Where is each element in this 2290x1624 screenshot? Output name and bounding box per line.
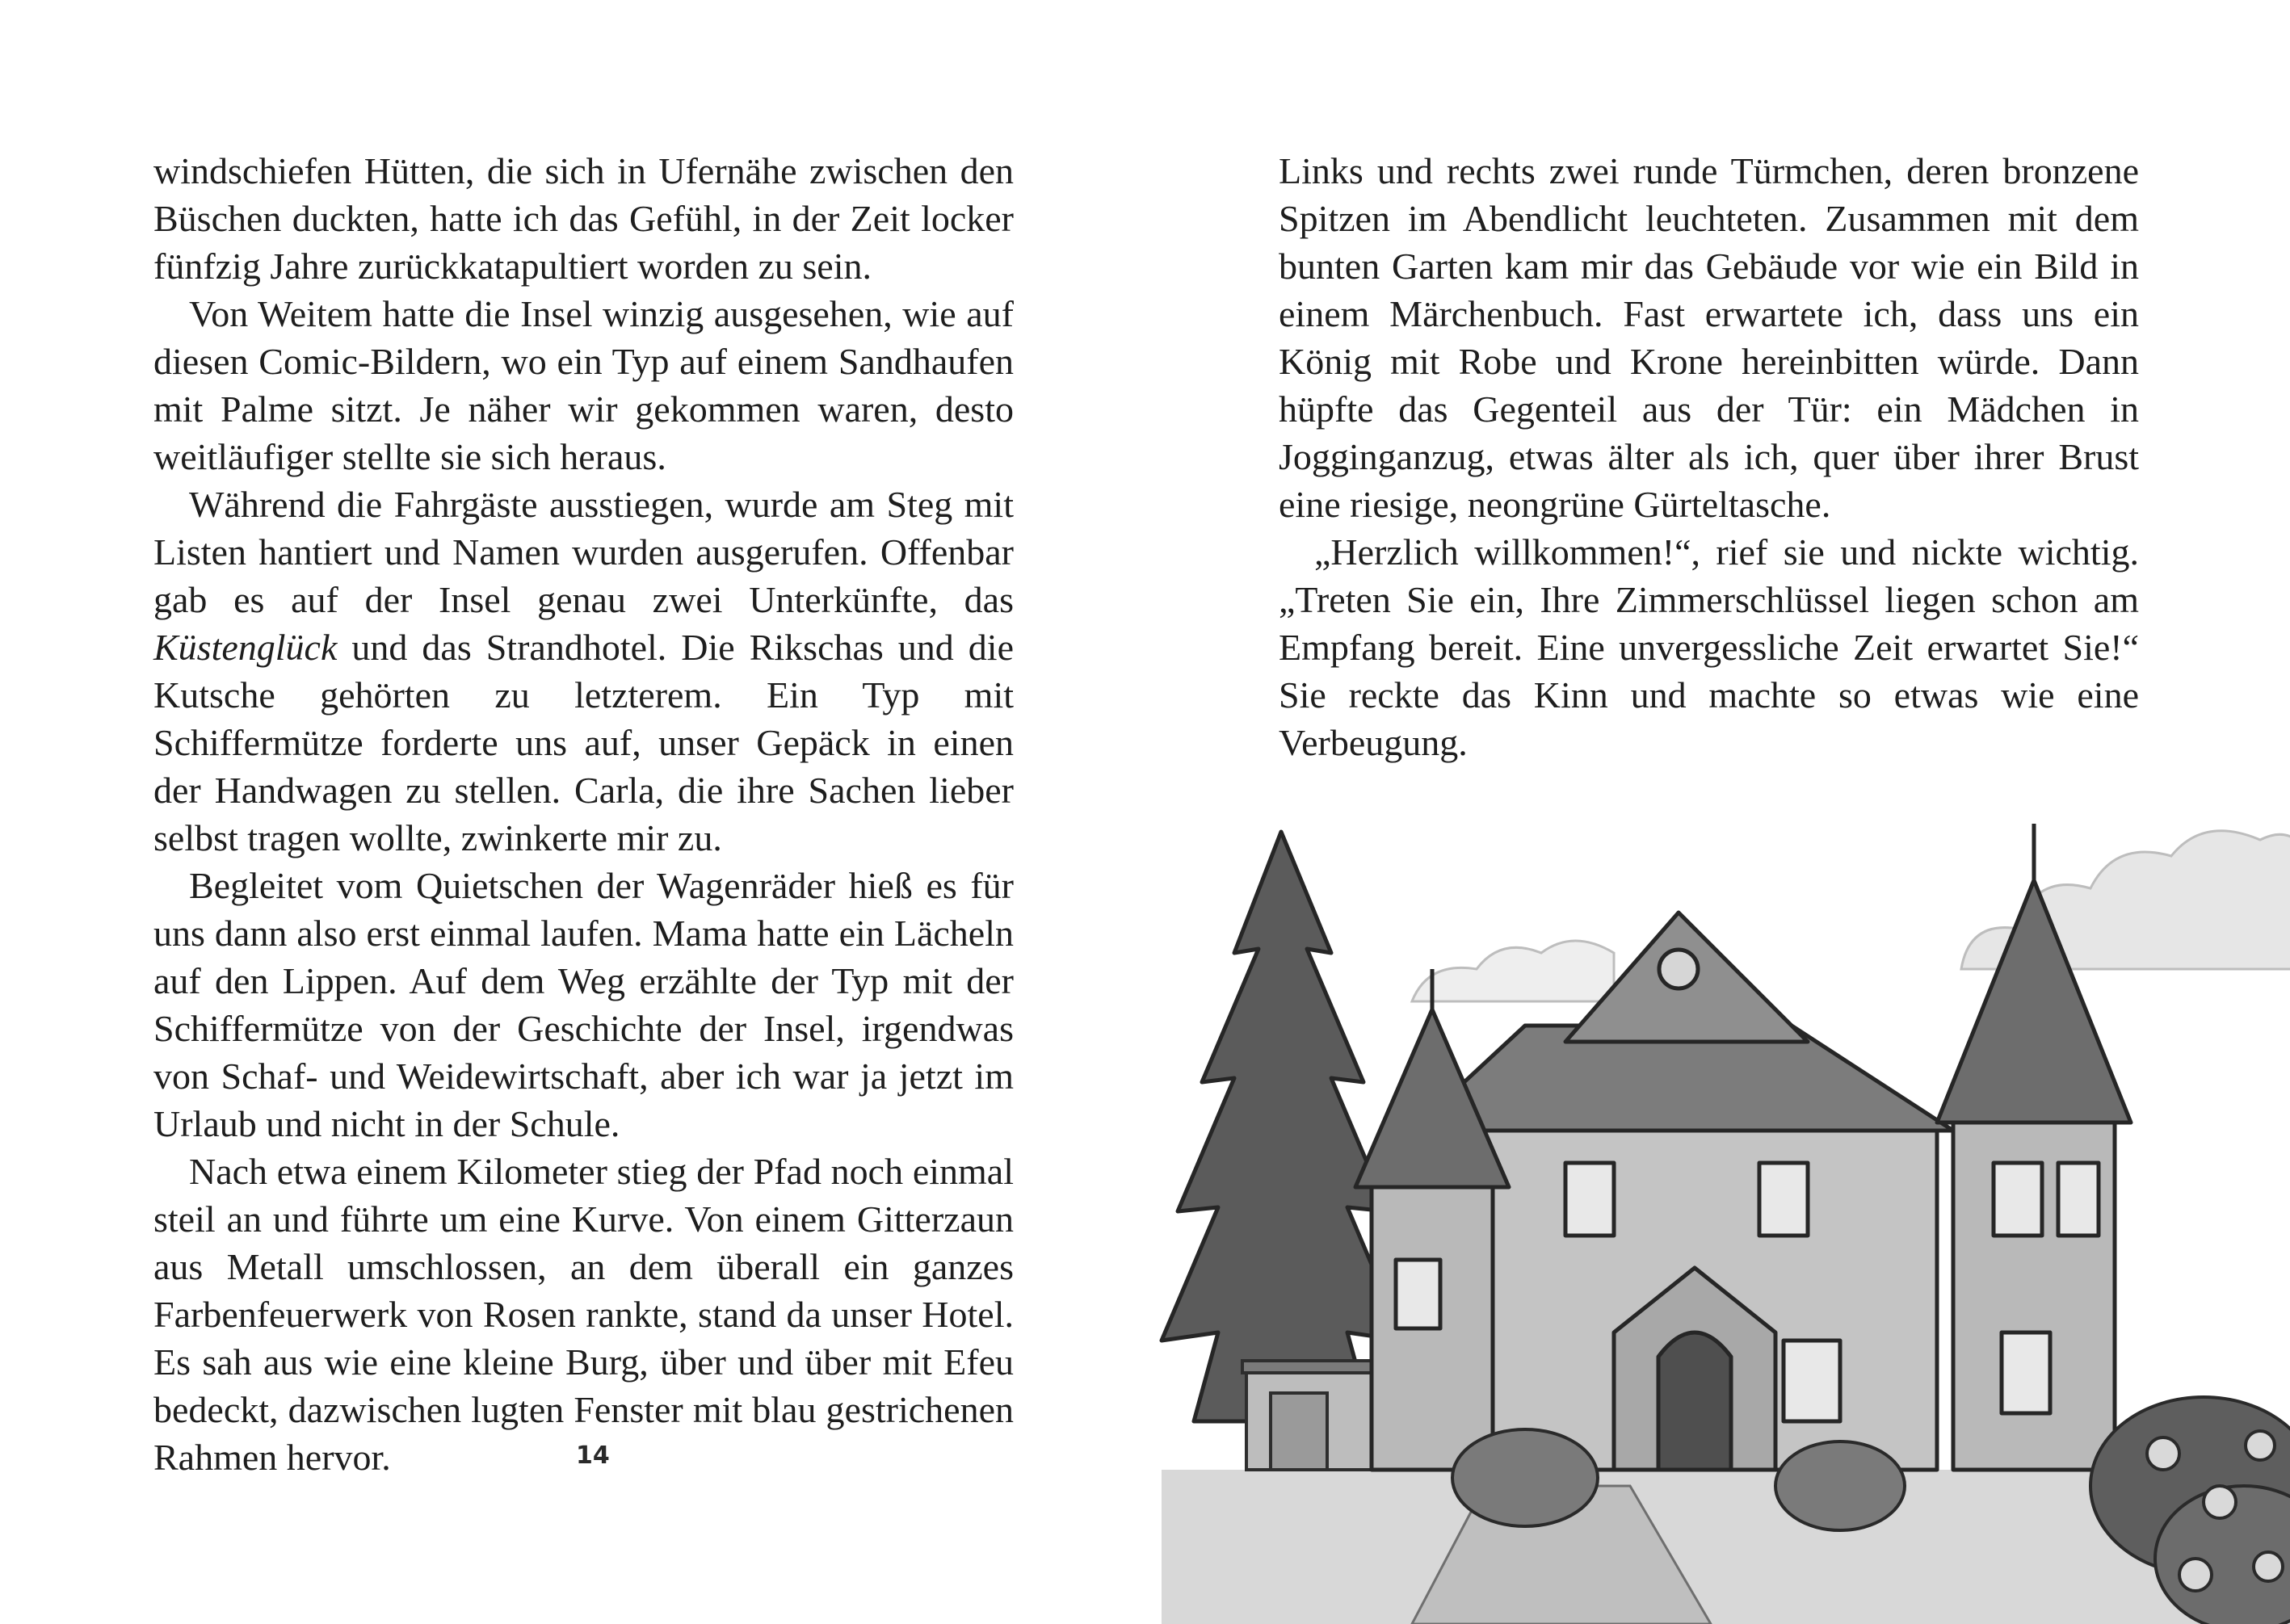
hotel-name-italic: Küstenglück [153,627,338,668]
right-page [1145,0,2290,1624]
clouds [1412,831,2290,1001]
hotel-building [1355,824,2131,1470]
garden-shed [1242,1361,1380,1470]
page-number: 14 [576,1441,610,1470]
paragraph: Links und rechts zwei runde Türmchen, deren bronzene Spitzen im Abendlicht leuchteten. Zusammen mit dem bunten Garten kam mir das Gebäude vor wie ein Bild in einem Märchenbuch. Fast erwartete ich, dass uns ein König mit Robe und Krone hereinbitten würde. Dann hüpfte das Gegenteil aus der Tür: ein Mädchen in Jogginganzug, etwas älter als ich, quer über ihrer Brust eine riesige, neongrüne Gürteltasche. [1279,150,2139,525]
paragraph: „Herzlich willkommen!“, rief sie und nickte wichtig. „Treten Sie ein, Ihre Zimmerschlüssel liegen schon am Empfang bereit. Eine unvergessliche Zeit erwartet Sie!“ Sie reckte das Kinn und machte so etwas wie eine Verbeugung. [1279,531,2139,763]
paragraph-text: und das Strandhotel. Die Rikschas und die Kutsche gehörten zu letzterem. Ein Typ mit Schiffermütze forderte uns auf, unser Gepäck in einen der Handwagen zu stellen. Carla, die ihre Sachen lieber selbst tragen wollte, zwinkerte mir zu. [153,627,1014,858]
paragraph: Von Weitem hatte die Insel winzig ausgesehen, wie auf diesen Comic-Bildern, wo ein Typ auf einem Sandhaufen mit Palme sitzt. Je näher wir gekommen waren, desto weitläufiger stellte sie sich heraus. [153,293,1014,477]
hotel-illustration [1145,0,2290,1624]
paragraph: Nach etwa einem Kilometer stieg der Pfad noch einmal steil an und führte um eine Kurve. Von einem Gitterzaun aus Metall umschlossen, an dem überall ein ganzes Farbenfeuerwerk von Rosen rankte, stand da unser Hotel. Es sah aus wie eine kleine Burg, über und über mit Efeu bedeckt, dazwischen lugten Fenster mit blau gestrichenen Rahmen hervor. [153,1151,1014,1478]
left-page-text [153,147,1014,1481]
paragraph-text: Während die Fahrgäste ausstiegen, wurde am Steg mit Listen hantiert und Namen wurden ausgerufen. Offenbar gab es auf der Insel genau zwei Unterkünfte, das [153,484,1014,620]
paragraph [153,480,1014,862]
paragraph: Begleitet vom Quietschen der Wagenräder hieß es für uns dann also erst einmal laufen. Mama hatte ein Lächeln auf den Lippen. Auf dem Weg erzählte der Typ mit der Schiffermütze von der Geschichte der Insel, irgendwas von Schaf- und Weidewirtschaft, aber ich war ja jetzt im Urlaub und nicht in der Schule. [153,865,1014,1144]
paragraph: windschiefen Hütten, die sich in Ufernähe zwischen den Büschen duckten, hatte ich das Gefühl, in der Zeit locker fünfzig Jahre zurückkatapultiert worden zu sein. [153,150,1014,287]
